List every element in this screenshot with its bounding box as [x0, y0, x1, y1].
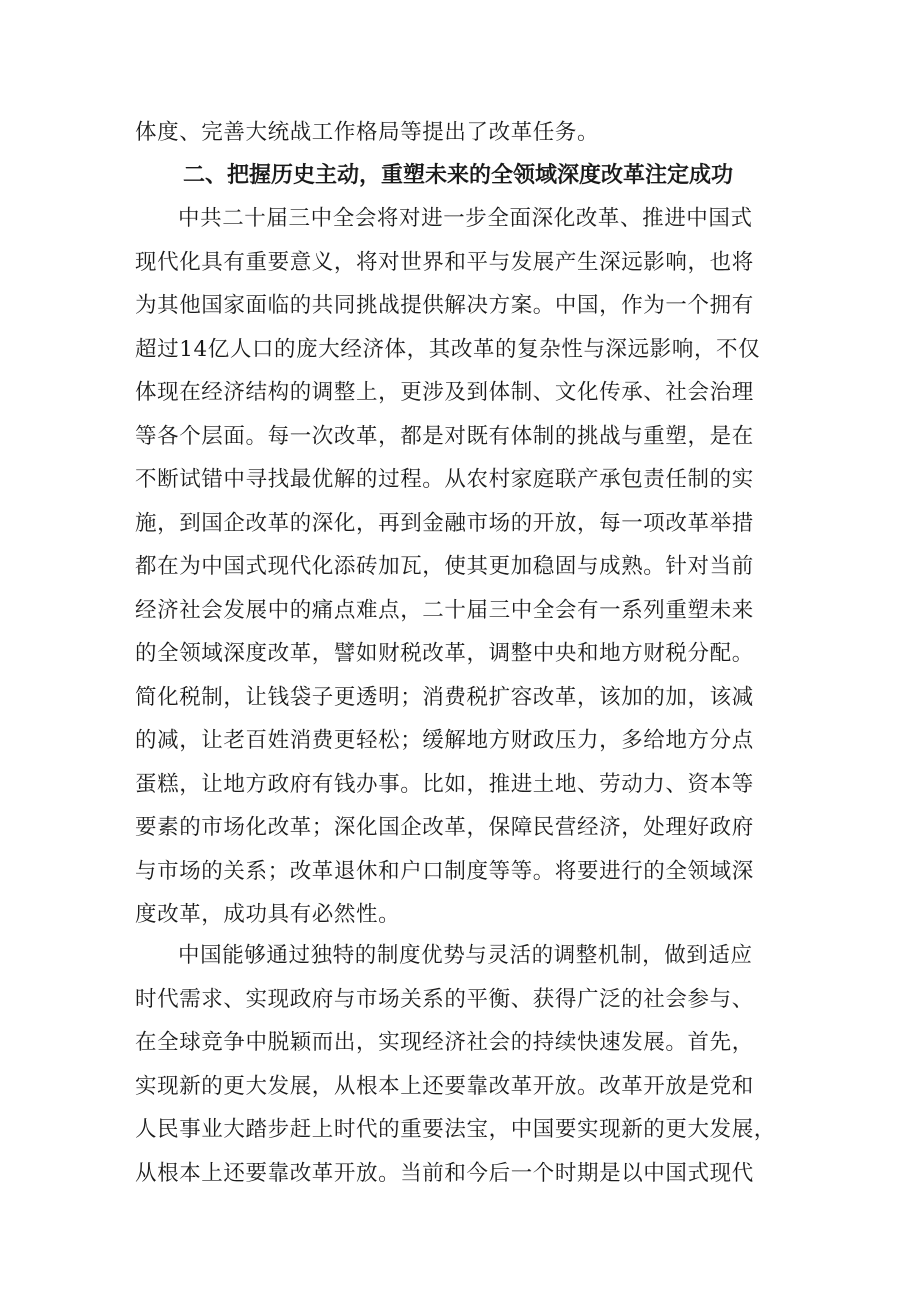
paragraph-line: 中国能够通过独特的制度优势与灵活的调整机制，做到适应: [178, 943, 753, 968]
paragraph-1: [135, 197, 790, 937]
paragraph-line: 在全球竞争中脱颖而出，实现经济社会的持续快速发展。首先，: [135, 1030, 754, 1055]
paragraph-line: 简化税制，让钱袋子更透明；消费税扩容改革，该加的加，该减: [135, 684, 754, 710]
paragraph-line: 人民事业大踏步赶上时代的重要法宝，中国要实现新的更大发展，: [135, 1117, 776, 1142]
paragraph-line: 不断试错中寻找最优解的过程。从农村家庭联产承包责任制的实: [135, 467, 754, 492]
paragraph-line: 超过14亿人口的庞大经济体，其改革的复杂性与深远影响，不仅: [135, 336, 761, 362]
paragraph-line: 度改革，成功具有必然性。: [135, 902, 401, 927]
heading-block: [183, 154, 803, 198]
carryover-block: [135, 111, 790, 155]
paragraph-line: 从根本上还要靠改革开放。当前和今后一个时期是以中国式现代: [135, 1160, 754, 1186]
paragraph-line: 经济社会发展中的痛点难点，二十届三中全会有一系列重塑未来: [135, 597, 754, 623]
paragraph-line: 的全领域深度改革，譬如财税改革，调整中央和地方财税分配。: [135, 641, 754, 666]
paragraph-line: 都在为中国式现代化添砖加瓦，使其更加稳固与成熟。针对当前: [135, 554, 754, 579]
paragraph-line: 的减，让老百姓消费更轻松；缓解地方财政压力，多给地方分点: [135, 728, 754, 753]
paragraph-line: 现代化具有重要意义，将对世界和平与发展产生深远影响，也将: [135, 249, 754, 275]
section-heading: 二、把握历史主动，重塑未来的全领域深度改革注定成功: [183, 163, 734, 188]
paragraph-line: 与市场的关系；改革退休和户口制度等等。将要进行的全领域深: [135, 858, 754, 884]
paragraph-line: 施，到国企改革的深化，再到金融市场的开放，每一项改革举措: [135, 510, 754, 536]
paragraph-line: 要素的市场化改革；深化国企改革，保障民营经济，处理好政府: [135, 815, 754, 840]
paragraph-line: 体现在经济结构的调整上，更涉及到体制、文化传承、社会治理: [135, 380, 754, 405]
paragraph-line: 等各个层面。每一次改革，都是对既有体制的挑战与重塑，是在: [135, 423, 754, 449]
paragraph-line: 为其他国家面临的共同挑战提供解决方案。中国，作为一个拥有: [135, 293, 754, 318]
paragraph-2: [135, 934, 790, 1195]
carryover-line: 体度、完善大统战工作格局等提出了改革任务。: [135, 120, 600, 145]
paragraph-line: 时代需求、实现政府与市场关系的平衡、获得广泛的社会参与、: [135, 986, 754, 1012]
paragraph-line: 实现新的更大发展，从根本上还要靠改革开放。改革开放是党和: [135, 1073, 754, 1099]
paragraph-line: 蛋糕，让地方政府有钱办事。比如，推进土地、劳动力、资本等: [135, 771, 754, 797]
paragraph-line: 中共二十届三中全会将对进一步全面深化改革、推进中国式: [178, 206, 753, 231]
